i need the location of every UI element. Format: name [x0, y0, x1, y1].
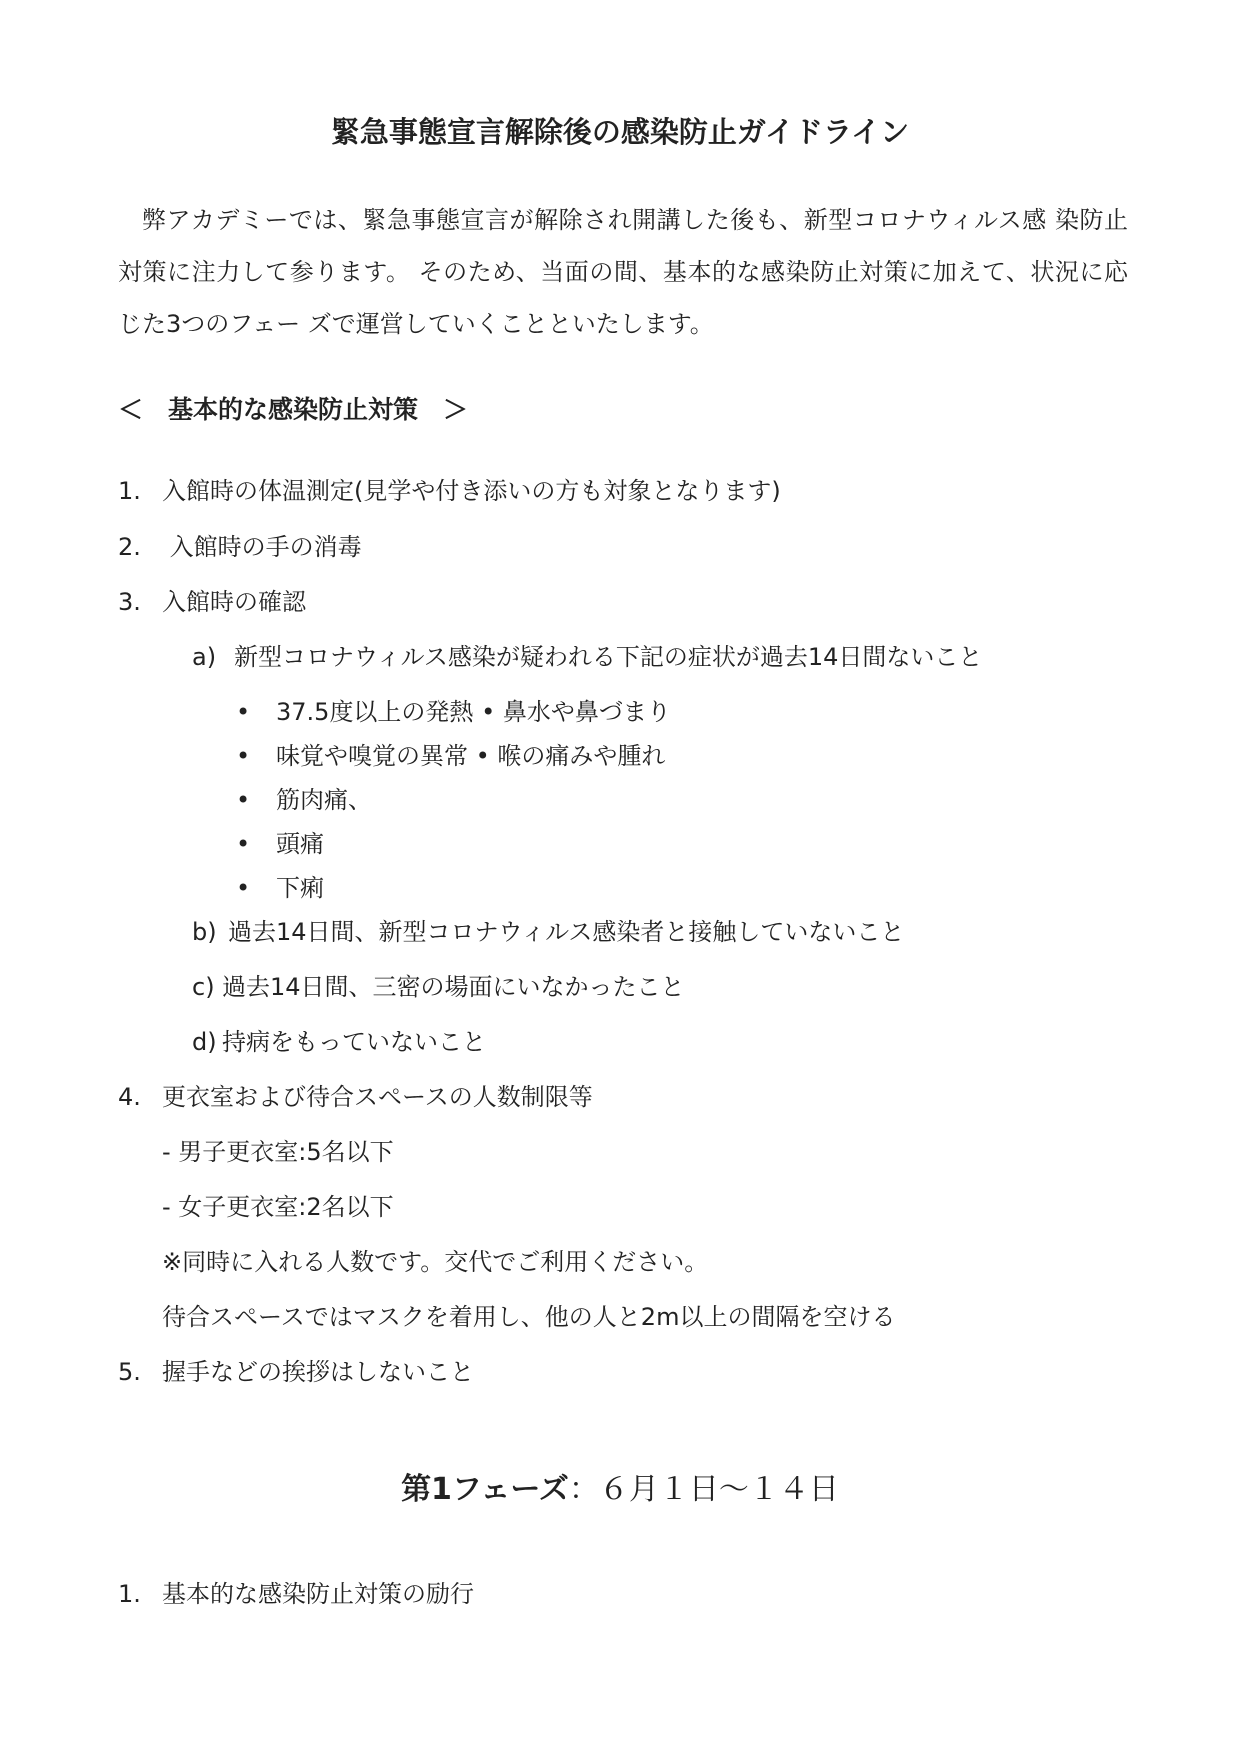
list-number: 1. — [118, 477, 141, 505]
list-text: 更衣室および待合スペースの人数制限等 — [162, 1083, 593, 1111]
bullet-icon: • — [236, 786, 251, 814]
symptom-item — [236, 739, 665, 773]
list-number: 1. — [118, 1580, 141, 1608]
sub-list-item — [192, 915, 904, 949]
bullet-icon: • — [236, 874, 251, 902]
capacity-note: 待合スペースではマスクを着用し、他の人と2m以上の間隔を空ける — [162, 1303, 896, 1331]
symptom-item — [236, 783, 372, 817]
sub-list-text: 過去14日間、三密の場面にいなかったこと — [222, 973, 685, 1001]
basic-measures-heading: ＜ 基本的な感染防止対策 ＞ — [118, 395, 469, 424]
symptom-text: 37.5度以上の発熱 • 鼻水や鼻づまり — [276, 698, 671, 726]
list-number: 5. — [118, 1358, 141, 1386]
list-number: 4. — [118, 1083, 141, 1111]
list-number: 3. — [118, 588, 141, 616]
list-item — [118, 1080, 593, 1114]
sub-list-label: b) — [192, 918, 217, 946]
symptom-text: 下痢 — [276, 874, 324, 902]
list-item — [118, 1355, 474, 1389]
list-text: 入館時の確認 — [162, 588, 306, 616]
capacity-line: - 男子更衣室:5名以下 — [162, 1138, 394, 1166]
bullet-icon: • — [236, 698, 251, 726]
list-item — [118, 585, 306, 619]
sub-list-label: a) — [192, 643, 217, 671]
symptom-item — [236, 871, 324, 905]
bullet-icon: • — [236, 742, 251, 770]
symptom-text: 頭痛 — [276, 830, 324, 858]
phase1-heading — [0, 1468, 1240, 1512]
symptom-item — [236, 827, 324, 861]
document-title: 緊急事態宣言解除後の感染防止ガイドライン — [330, 115, 910, 149]
sub-list-text: 過去14日間、新型コロナウィルス感染者と接触していないこと — [228, 918, 905, 946]
list-item — [118, 474, 781, 508]
sub-list-label: d) — [192, 1028, 217, 1056]
sub-list-item — [192, 1025, 486, 1059]
sub-list-item — [192, 970, 685, 1004]
phase1-period: ：６月１日〜１４日 — [568, 1472, 839, 1507]
phase1-label: 第1フェーズ — [401, 1472, 569, 1507]
list-item — [118, 1577, 474, 1611]
sub-list-text: 新型コロナウィルス感染が疑われる下記の症状が過去14日間ないこと — [234, 643, 983, 671]
capacity-line: - 女子更衣室:2名以下 — [162, 1193, 394, 1221]
list-text: 握手などの挨拶はしないこと — [162, 1358, 474, 1386]
sub-list-item — [192, 640, 982, 674]
list-text: 基本的な感染防止対策の励行 — [162, 1580, 474, 1608]
symptom-text: 味覚や嗅覚の異常 • 喉の痛みや腫れ — [276, 742, 666, 770]
list-text: 入館時の手の消毒 — [162, 533, 362, 561]
symptom-item — [236, 695, 671, 729]
capacity-note: ※同時に入れる人数です。交代でご利用ください。 — [162, 1248, 709, 1276]
bullet-icon: • — [236, 830, 251, 858]
sub-list-label: c) — [192, 973, 215, 1001]
intro-paragraph: 弊アカデミーでは、緊急事態宣言が解除され開講した後も、新型コロナウィルス感 染防止対策に注力して参ります。 そのため、当面の間、基本的な感染防止対策に加えて、状況に応じた3つのフェー ズで運営していくことといたします。 — [118, 206, 1128, 338]
symptom-text: 筋肉痛、 — [276, 786, 372, 814]
list-text: 入館時の体温測定(見学や付き添いの方も対象となります) — [162, 477, 781, 505]
list-number: 2. — [118, 533, 141, 561]
list-item — [118, 530, 362, 564]
sub-list-text: 持病をもっていないこと — [222, 1028, 486, 1056]
